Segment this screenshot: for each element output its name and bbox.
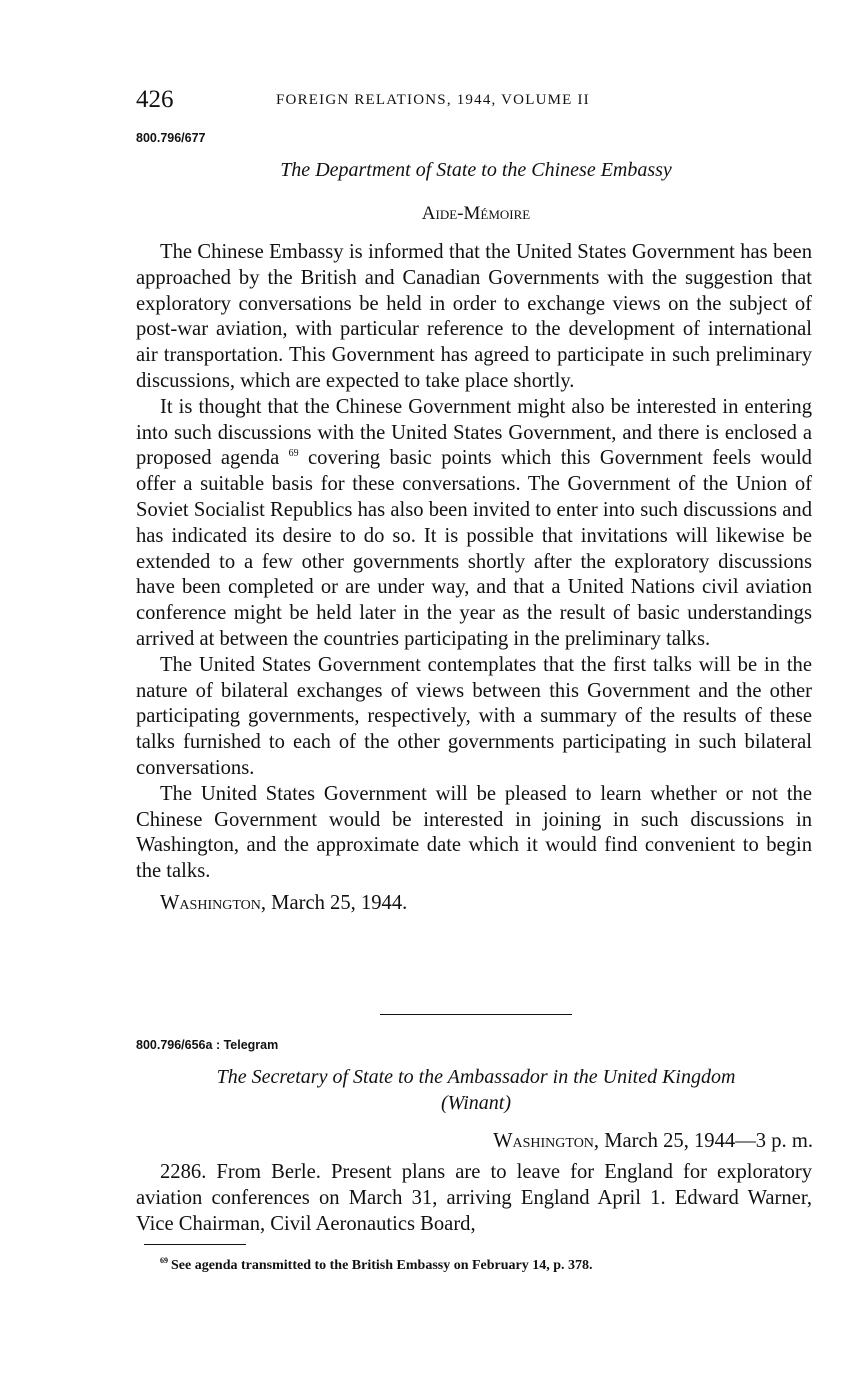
- title-line: The Secretary of State to the Ambassador in the United Kingdom: [216, 1066, 736, 1088]
- paragraph: The United States Government will be pleased to learn whether or not the Chinese Government would be interested in joining in such discussions in Washington, and the approximate date which it would find convenient to begin the talks.: [136, 782, 812, 883]
- footnote-rule: [144, 1244, 246, 1245]
- document-title: The Department of State to the Chinese Embassy: [280, 159, 672, 181]
- telegram-body: [136, 1160, 812, 1237]
- dateline-date: March 25, 1944—3 p. m.: [604, 1130, 813, 1152]
- footnote-mark: 69: [160, 1256, 168, 1265]
- signature-place: Washington,: [160, 891, 266, 914]
- footnote-reference: 69: [288, 448, 299, 460]
- document-title: [136, 1064, 816, 1116]
- signature-line: [136, 891, 812, 917]
- paragraph-text: covering basic points which this Government feels would offer a suitable basis for these conversations. The Government of the Union of Soviet Socialist Republics has also been invited to enter into such discussions and has indicated its desire to do so. It is possible that invitations will likewise be extended to a few other governments shortly after the exploratory discussions have been completed or are under way, and that a United Nations civil aviation conference might be held later in the year as the result of basic understandings arrived at between the countries participating in the preliminary talks.: [136, 447, 812, 650]
- paragraph: The United States Government contemplates that the first talks will be in the nature of bilateral exchanges of views between this Government and the other participating governments, respectively, with a summary of the results of these talks furnished to each of the other governments participating in such bilateral conversations.: [136, 653, 812, 779]
- footnote: [160, 1256, 593, 1274]
- file-number: 800.796/656a : Telegram: [136, 1038, 279, 1052]
- dateline: [493, 1130, 813, 1153]
- file-number: 800.796/677: [136, 131, 206, 145]
- title-line: (Winant): [441, 1092, 511, 1114]
- footnote-text: See agenda transmitted to the British Embassy on February 14, p. 378.: [171, 1258, 593, 1273]
- page-number: 426: [136, 86, 174, 113]
- paragraph: The Chinese Embassy is informed that the United States Government has been approached by the British and Canadian Governments with the suggestion that exploratory conversations be held in order to exchange views on the subject of post-war aviation, with particular reference to the development of international air transportation. This Government has agreed to participate in such preliminary discussions, which are expected to take place shortly.: [136, 241, 812, 392]
- dateline-place: Washington,: [493, 1130, 600, 1152]
- page-header: [136, 86, 816, 116]
- paragraph: 2286. From Berle. Present plans are to leave for England for exploratory aviation conferences on March 31, arriving England April 1. Edward Warner, Vice Chairman, Civil Aeronautics Board,: [136, 1161, 812, 1235]
- document-subtitle: Aide-Mémoire: [421, 203, 531, 224]
- section-divider: [380, 1014, 572, 1015]
- aide-memoire-body: [136, 240, 812, 917]
- signature-date: March 25, 1944.: [271, 891, 408, 914]
- paragraph: [136, 395, 812, 653]
- running-head: FOREIGN RELATIONS, 1944, VOLUME II: [276, 92, 590, 108]
- paragraph-text: It is thought that the Chinese Government might also be interested in entering into such discussions with the United States Government, and there is enclosed a proposed agenda: [136, 395, 812, 470]
